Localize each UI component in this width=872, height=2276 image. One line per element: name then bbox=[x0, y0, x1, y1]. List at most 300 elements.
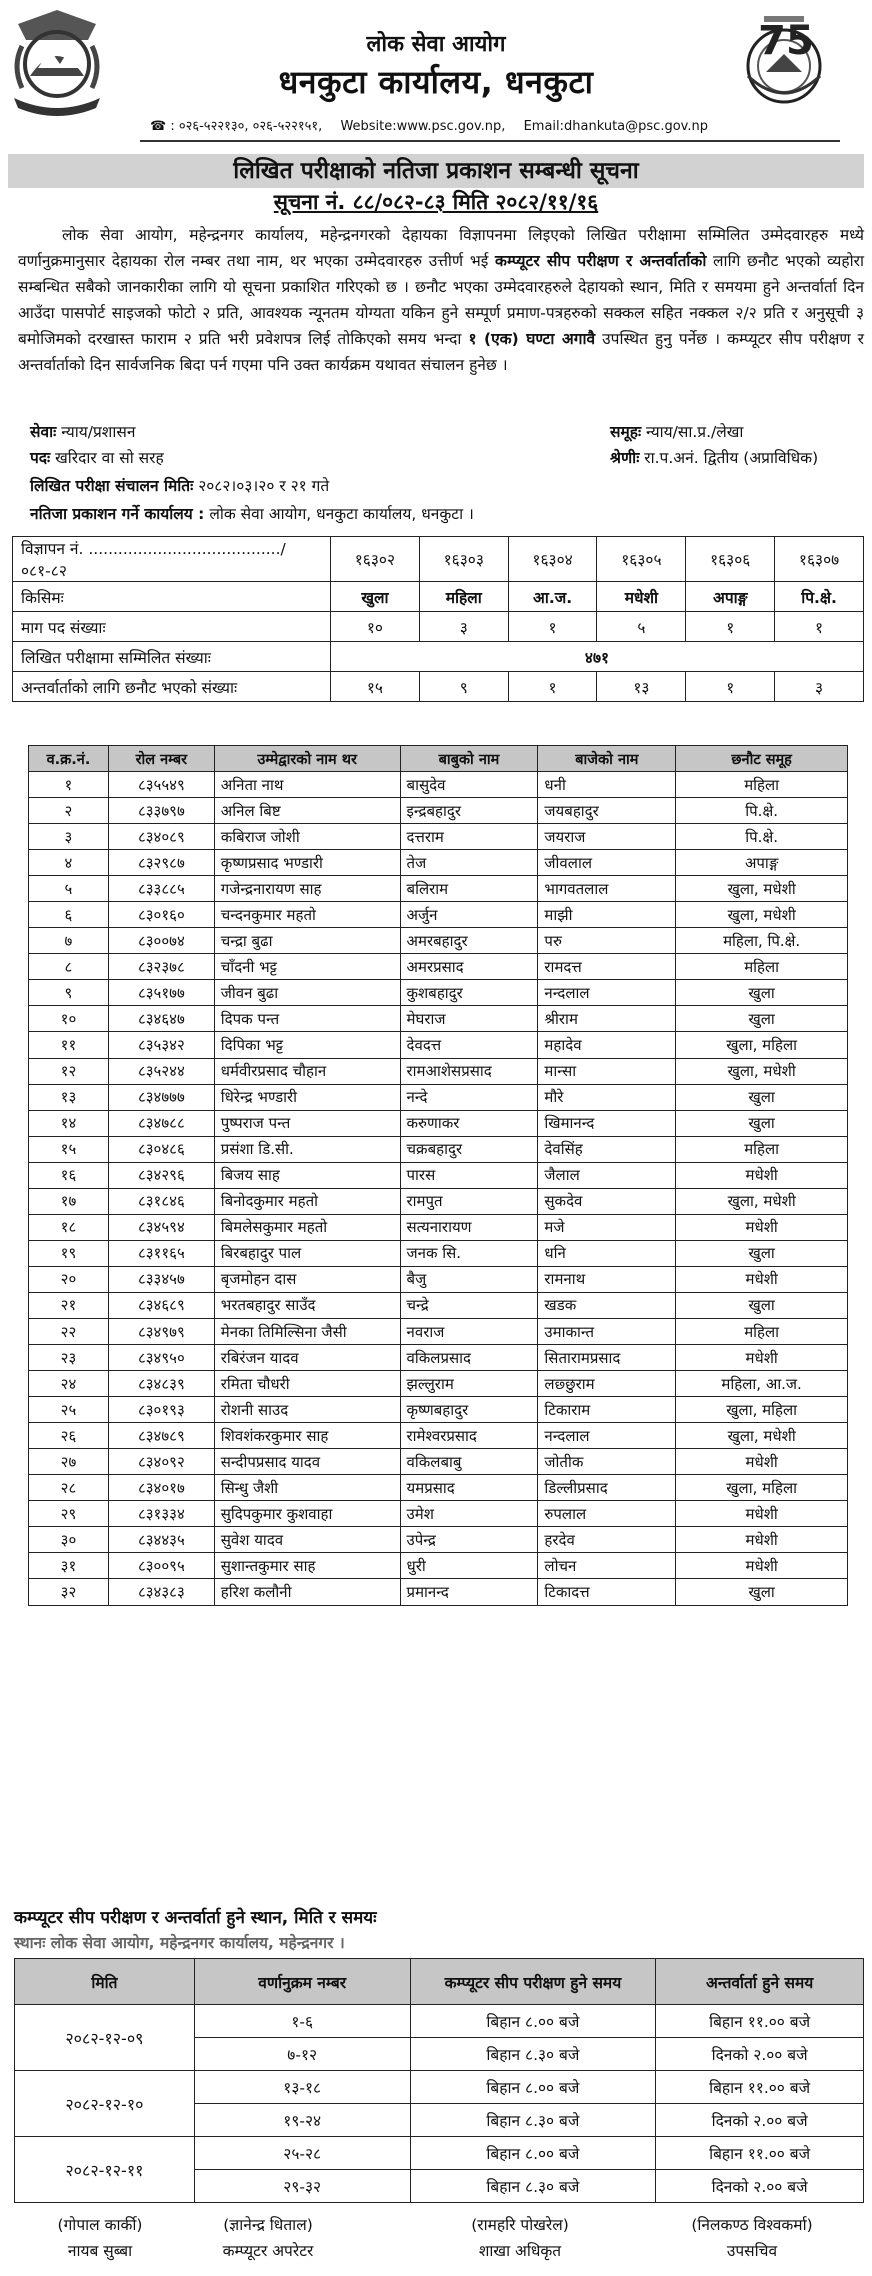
table-row bbox=[29, 1006, 848, 1032]
schedule-row bbox=[15, 2071, 864, 2104]
grandfather-name-cell: रामदत्त bbox=[538, 954, 676, 980]
schedule-row bbox=[15, 2005, 864, 2038]
candidate-name-cell: सन्दीपप्रसाद यादव bbox=[214, 1449, 400, 1475]
father-name-cell: करुणाकर bbox=[400, 1110, 538, 1136]
roll-number-cell: ८३००९५ bbox=[108, 1553, 214, 1579]
roll-number-cell: ८३५२४४ bbox=[108, 1058, 214, 1084]
signatory bbox=[168, 2212, 368, 2264]
grandfather-name-cell: नन्दलाल bbox=[538, 1423, 676, 1449]
grandfather-name-cell: लछ्छुराम bbox=[538, 1371, 676, 1397]
roll-number-cell: ८३०४८६ bbox=[108, 1136, 214, 1162]
serial-cell: ५ bbox=[29, 876, 109, 902]
selected-group-cell: महिला bbox=[676, 1318, 848, 1344]
schedule-range-cell: २५-२८ bbox=[194, 2137, 410, 2170]
selected-group-cell: खुला, मधेशी bbox=[676, 1423, 848, 1449]
schedule-heading: कम्प्यूटर सीप परीक्षण र अन्तर्वार्ता हुने स्थान, मिति र समयः bbox=[14, 1908, 377, 1928]
serial-cell: ३० bbox=[29, 1527, 109, 1553]
selected-label: अन्तर्वार्ताको लागि छनौट भएको संख्याः bbox=[13, 672, 331, 702]
grandfather-name-cell: महादेव bbox=[538, 1032, 676, 1058]
signatory-name: (ज्ञानेन्द्र धिताल) bbox=[223, 2216, 313, 2234]
roll-number-cell: ८३१३३४ bbox=[108, 1501, 214, 1527]
father-name-cell: चन्द्रे bbox=[400, 1292, 538, 1318]
table-row bbox=[29, 1579, 848, 1605]
father-name-cell: उपेन्द्र bbox=[400, 1527, 538, 1553]
schedule-interview-time-cell: बिहान ११.०० बजे bbox=[656, 2137, 864, 2170]
appeared-count: ४७१ bbox=[331, 642, 864, 672]
schedule-range-cell: १३-१८ bbox=[194, 2071, 410, 2104]
level-label: श्रेणीः bbox=[610, 449, 640, 467]
ad-number: १६३०४ bbox=[508, 537, 597, 582]
candidate-name-cell: धर्मवीरप्रसाद चौहान bbox=[214, 1058, 400, 1084]
table-row bbox=[29, 902, 848, 928]
selected-cell: १ bbox=[686, 672, 775, 702]
father-name-cell: उमेश bbox=[400, 1501, 538, 1527]
post-line bbox=[30, 446, 164, 468]
serial-cell: २३ bbox=[29, 1345, 109, 1371]
candidate-name-cell: बिजय साह bbox=[214, 1162, 400, 1188]
schedule-interview-time-cell: दिनको २.०० बजे bbox=[656, 2038, 864, 2071]
table-row bbox=[29, 1162, 848, 1188]
ad-number: १६३०६ bbox=[686, 537, 775, 582]
grandfather-name-cell: धनि bbox=[538, 1240, 676, 1266]
para-text-2: लागि छनौट भएको व्यहोरा सम्बन्धित सबैको जानकारीका लागि यो सूचना प्रकाशित गरिएको छ । छनौट भएका उम्मेदवारहरुले देहायको स्थान, मिति र समयमा हुने अन्तर्वार्ता दिन आउँदा पासपोर्ट साइजको फोटो २ प्रति, आवश्यक न्यूनतम योग्यता यकिन हुने सम्पूर्ण प्रमाण-पत्रहरुको सक्कल सहित नक्कल २/२ प्रति र अनुसूची ३ बमोजिमको दरखास्त फाराम २ प्रति भरी प्रवेशपत्र लिई तोकिएको समय भन्दा bbox=[18, 252, 864, 348]
roll-number-cell: ८३४३८३ bbox=[108, 1579, 214, 1605]
selected-group-cell: खुला bbox=[676, 1292, 848, 1318]
father-name-cell: यमप्रसाद bbox=[400, 1475, 538, 1501]
father-name-cell: धुरी bbox=[400, 1553, 538, 1579]
selected-group-cell: खुला bbox=[676, 1006, 848, 1032]
selected-group-cell: खुला bbox=[676, 1579, 848, 1605]
candidate-name-cell: अनिल बिष्ट bbox=[214, 798, 400, 824]
father-name-cell: पारस bbox=[400, 1162, 538, 1188]
grandfather-name-cell: नन्दलाल bbox=[538, 980, 676, 1006]
serial-cell: २५ bbox=[29, 1397, 109, 1423]
candidate-name-cell: रोशनी साउद bbox=[214, 1397, 400, 1423]
selected-group-cell: खुला bbox=[676, 1110, 848, 1136]
grandfather-name-cell: खडक bbox=[538, 1292, 676, 1318]
type-cell: महिला bbox=[419, 582, 508, 612]
signatory-name: (निलकण्ठ विश्वकर्मा) bbox=[691, 2216, 813, 2234]
grandfather-name-cell: श्रीराम bbox=[538, 1006, 676, 1032]
table-row bbox=[29, 1058, 848, 1084]
grandfather-name-cell: देवसिंह bbox=[538, 1136, 676, 1162]
group-line bbox=[610, 420, 743, 442]
schedule-computer-time-cell: बिहान ८.०० बजे bbox=[410, 2071, 656, 2104]
table-row bbox=[29, 1527, 848, 1553]
candidate-name-cell: भरतबहादुर साउँद bbox=[214, 1292, 400, 1318]
roll-number-cell: ८३४८३९ bbox=[108, 1371, 214, 1397]
service-line bbox=[30, 420, 135, 442]
grandfather-name-cell: धनी bbox=[538, 772, 676, 798]
para-text-1: लोक सेवा आयोग, महेन्द्रनगर कार्यालय, महेन्द्रनगरको देहायका विज्ञापनमा लिइएको लिखित परीक्षामा सम्मिलित उम्मेदवारहरु मध्ये वर्णानुक्रमानुसार देहायका रोल नम्बर तथा नाम, थर भएका उम्मेदवारहरु उत्तीर्ण भई bbox=[18, 226, 864, 270]
roll-number-cell: ८३२९८७ bbox=[108, 850, 214, 876]
serial-cell: ८ bbox=[29, 954, 109, 980]
schedule-computer-time-cell: बिहान ८.३० बजे bbox=[410, 2104, 656, 2137]
candidate-name-cell: सिन्धु जैशी bbox=[214, 1475, 400, 1501]
schedule-date-cell: २०८२-१२-११ bbox=[15, 2137, 195, 2203]
grandfather-name-cell: मान्सा bbox=[538, 1058, 676, 1084]
schedule-place: स्थानः लोक सेवा आयोग, महेन्द्रनगर कार्यालय, महेन्द्रनगर । bbox=[14, 1934, 345, 1952]
father-name-cell: रामेश्वरप्रसाद bbox=[400, 1423, 538, 1449]
selected-group-cell: महिला bbox=[676, 1136, 848, 1162]
table-row bbox=[29, 1475, 848, 1501]
selected-group-cell: मधेशी bbox=[676, 1345, 848, 1371]
demand-cell: १० bbox=[331, 612, 420, 642]
schedule-date-cell: २०८२-१२-०९ bbox=[15, 2005, 195, 2071]
father-name-cell: कृष्णबहादुर bbox=[400, 1397, 538, 1423]
group-label: समूहः bbox=[610, 423, 642, 441]
table-row bbox=[29, 980, 848, 1006]
table-row bbox=[29, 1423, 848, 1449]
publisher-value: लोक सेवा आयोग, धनकुटा कार्यालय, धनकुटा । bbox=[209, 505, 474, 523]
father-name-cell: चक्रबहादुर bbox=[400, 1136, 538, 1162]
schedule-interview-time-cell: बिहान ११.०० बजे bbox=[656, 2071, 864, 2104]
roll-number-cell: ८३४४३५ bbox=[108, 1527, 214, 1553]
schedule-range-cell: १-६ bbox=[194, 2005, 410, 2038]
signatory-name: (रामहरि पोखरेल) bbox=[471, 2216, 569, 2234]
father-name-cell: सत्यनारायण bbox=[400, 1214, 538, 1240]
website-link[interactable]: Website:www.psc.gov.np, bbox=[340, 119, 506, 134]
selected-group-cell: अपाङ्ग bbox=[676, 850, 848, 876]
schedule-interview-time-cell: दिनको २.०० बजे bbox=[656, 2170, 864, 2203]
father-name-cell: जनक सि. bbox=[400, 1240, 538, 1266]
table-row bbox=[29, 1084, 848, 1110]
roll-number-cell: ८३२३७८ bbox=[108, 954, 214, 980]
table-row bbox=[29, 1266, 848, 1292]
serial-cell: २७ bbox=[29, 1449, 109, 1475]
grandfather-name-cell: जोतीक bbox=[538, 1449, 676, 1475]
selected-cell: ९ bbox=[419, 672, 508, 702]
roll-number-cell: ८३३७९७ bbox=[108, 798, 214, 824]
publisher-label: नतिजा प्रकाशन गर्ने कार्यालय : bbox=[30, 505, 205, 523]
table-row bbox=[29, 772, 848, 798]
ad-number-row bbox=[13, 537, 864, 582]
col-roll-header: रोल नम्बर bbox=[108, 746, 214, 772]
serial-cell: २१ bbox=[29, 1292, 109, 1318]
type-label: किसिमः bbox=[13, 582, 331, 612]
serial-cell: १ bbox=[29, 772, 109, 798]
selected-group-cell: मधेशी bbox=[676, 1266, 848, 1292]
candidate-name-cell: सुवेश यादव bbox=[214, 1527, 400, 1553]
grandfather-name-cell: जैलाल bbox=[538, 1162, 676, 1188]
candidate-name-cell: कृष्णप्रसाद भण्डारी bbox=[214, 850, 400, 876]
letterhead bbox=[0, 0, 872, 148]
serial-cell: १५ bbox=[29, 1136, 109, 1162]
father-name-cell: अमरबहादुर bbox=[400, 928, 538, 954]
serial-cell: २ bbox=[29, 798, 109, 824]
selected-group-cell: महिला bbox=[676, 772, 848, 798]
candidate-name-cell: हरिश कलौनी bbox=[214, 1579, 400, 1605]
father-name-cell: नवराज bbox=[400, 1318, 538, 1344]
publisher-line bbox=[30, 502, 474, 524]
phone-numbers: ☎ : ०२६-५२२१३०, ०२६-५२२१५१, bbox=[150, 119, 323, 134]
selected-cell: ३ bbox=[775, 672, 864, 702]
candidate-name-cell: चाँदनी भट्ट bbox=[214, 954, 400, 980]
col-interview-time-header: अन्तर्वार्ता हुने समय bbox=[656, 1959, 864, 2005]
selected-group-cell: मधेशी bbox=[676, 1527, 848, 1553]
serial-cell: २६ bbox=[29, 1423, 109, 1449]
serial-cell: ९ bbox=[29, 980, 109, 1006]
grandfather-name-cell: सुकदेव bbox=[538, 1188, 676, 1214]
table-row bbox=[29, 1032, 848, 1058]
grandfather-name-cell: जयबहादुर bbox=[538, 798, 676, 824]
table-row bbox=[29, 876, 848, 902]
grandfather-name-cell: टिकाराम bbox=[538, 1397, 676, 1423]
anniversary-logo-icon bbox=[734, 6, 834, 114]
grandfather-name-cell: डिल्लीप्रसाद bbox=[538, 1475, 676, 1501]
email-link[interactable]: Email:dhankuta@psc.gov.np bbox=[523, 119, 708, 134]
schedule-computer-time-cell: बिहान ८.०० बजे bbox=[410, 2005, 656, 2038]
grandfather-name-cell: उमाकान्त bbox=[538, 1318, 676, 1344]
roll-number-cell: ८३११६५ bbox=[108, 1240, 214, 1266]
selected-cell: १५ bbox=[331, 672, 420, 702]
grandfather-name-cell: रुपलाल bbox=[538, 1501, 676, 1527]
serial-cell: १८ bbox=[29, 1214, 109, 1240]
table-row bbox=[29, 1136, 848, 1162]
grandfather-name-cell: मजे bbox=[538, 1214, 676, 1240]
selected-group-cell: खुला bbox=[676, 1084, 848, 1110]
father-name-cell: देवदत्त bbox=[400, 1032, 538, 1058]
demand-cell: ५ bbox=[597, 612, 686, 642]
table-row bbox=[29, 1397, 848, 1423]
selected-group-cell: महिला bbox=[676, 954, 848, 980]
signatory-title: नायब सुब्बा bbox=[67, 2242, 133, 2260]
ad-number: १६३०५ bbox=[597, 537, 686, 582]
serial-cell: १० bbox=[29, 1006, 109, 1032]
post-label: पदः bbox=[30, 449, 51, 467]
grandfather-name-cell: टिकादत्त bbox=[538, 1579, 676, 1605]
selected-group-cell: मधेशी bbox=[676, 1553, 848, 1579]
selected-cell: १ bbox=[508, 672, 597, 702]
selected-group-cell: खुला, मधेशी bbox=[676, 902, 848, 928]
roll-number-cell: ८३००७४ bbox=[108, 928, 214, 954]
table-row bbox=[29, 1371, 848, 1397]
candidate-name-cell: कबिराज जोशी bbox=[214, 824, 400, 850]
schedule-computer-time-cell: बिहान ८.३० बजे bbox=[410, 2170, 656, 2203]
schedule-interview-time-cell: दिनको २.०० बजे bbox=[656, 2104, 864, 2137]
ad-number: १६३०७ bbox=[775, 537, 864, 582]
roll-number-cell: ८३४७७७ bbox=[108, 1084, 214, 1110]
appeared-row bbox=[13, 642, 864, 672]
father-name-cell: रामआशेसप्रसाद bbox=[400, 1058, 538, 1084]
candidate-name-cell: जीवन बुढा bbox=[214, 980, 400, 1006]
candidate-name-cell: सुदिपकुमार कुशवाहा bbox=[214, 1501, 400, 1527]
father-name-cell: मेघराज bbox=[400, 1006, 538, 1032]
advertisement-summary-table bbox=[12, 536, 864, 702]
org-name: लोक सेवा आयोग bbox=[366, 32, 506, 57]
roll-number-cell: ८३४७८८ bbox=[108, 1110, 214, 1136]
candidate-name-cell: शिवशंकरकुमार साह bbox=[214, 1423, 400, 1449]
serial-cell: २४ bbox=[29, 1371, 109, 1397]
type-cell: अपाङ्ग bbox=[686, 582, 775, 612]
schedule-date-cell: २०८२-१२-१० bbox=[15, 2071, 195, 2137]
table-row bbox=[29, 850, 848, 876]
father-name-cell: इन्द्रबहादुर bbox=[400, 798, 538, 824]
results-header-row bbox=[29, 746, 848, 772]
ad-number: १६३०३ bbox=[419, 537, 508, 582]
selected-group-cell: खुला bbox=[676, 1240, 848, 1266]
candidate-name-cell: बिनोदकुमार महतो bbox=[214, 1188, 400, 1214]
signatory-title: उपसचिव bbox=[726, 2242, 778, 2260]
post-value: खरिदार वा सो सरह bbox=[55, 449, 164, 467]
table-row bbox=[29, 1292, 848, 1318]
father-name-cell: नन्दे bbox=[400, 1084, 538, 1110]
candidate-name-cell: बृजमोहन दास bbox=[214, 1266, 400, 1292]
signatory-name: (गोपाल कार्की) bbox=[57, 2216, 143, 2234]
signatory bbox=[652, 2212, 852, 2264]
selected-group-cell: खुला, महिला bbox=[676, 1032, 848, 1058]
candidate-name-cell: दिपिका भट्ट bbox=[214, 1032, 400, 1058]
father-name-cell: प्रमानन्द bbox=[400, 1579, 538, 1605]
exam-date-value: २०८२।०३।२० र २१ गते bbox=[198, 477, 330, 495]
grandfather-name-cell: जयराज bbox=[538, 824, 676, 850]
roll-number-cell: ८३३४५७ bbox=[108, 1266, 214, 1292]
notice-number: सूचना नं. ८८/०८२-८३ मिति २०८२/११/१६ bbox=[273, 190, 599, 214]
father-name-cell: बासुदेव bbox=[400, 772, 538, 798]
serial-cell: ११ bbox=[29, 1032, 109, 1058]
signatory bbox=[420, 2212, 620, 2264]
roll-number-cell: ८३०१६० bbox=[108, 902, 214, 928]
candidate-name-cell: रबिरंजन यादव bbox=[214, 1345, 400, 1371]
schedule-body bbox=[15, 2005, 864, 2203]
type-cell: आ.ज. bbox=[508, 582, 597, 612]
table-row bbox=[29, 824, 848, 850]
roll-number-cell: ८३४९५० bbox=[108, 1345, 214, 1371]
selected-group-cell: खुला, मधेशी bbox=[676, 876, 848, 902]
demand-cell: १ bbox=[686, 612, 775, 642]
father-name-cell: अमरप्रसाद bbox=[400, 954, 538, 980]
table-row bbox=[29, 1553, 848, 1579]
serial-cell: ३२ bbox=[29, 1579, 109, 1605]
father-name-cell: अर्जुन bbox=[400, 902, 538, 928]
demand-cell: १ bbox=[508, 612, 597, 642]
father-name-cell: वकिलबाबु bbox=[400, 1449, 538, 1475]
table-row bbox=[29, 1449, 848, 1475]
father-name-cell: बलिराम bbox=[400, 876, 538, 902]
exam-date-label: लिखित परीक्षा संचालन मितिः bbox=[30, 477, 194, 495]
roll-number-cell: ८३४०८९ bbox=[108, 824, 214, 850]
candidate-name-cell: रमिता चौधरी bbox=[214, 1371, 400, 1397]
roll-number-cell: ८३४७८९ bbox=[108, 1423, 214, 1449]
appeared-label: लिखित परीक्षामा सम्मिलित संख्याः bbox=[13, 642, 331, 672]
schedule-header-row bbox=[15, 1959, 864, 2005]
serial-cell: २९ bbox=[29, 1501, 109, 1527]
candidate-name-cell: बिरबहादुर पाल bbox=[214, 1240, 400, 1266]
candidate-name-cell: बिमलेसकुमार महतो bbox=[214, 1214, 400, 1240]
grandfather-name-cell: जीवलाल bbox=[538, 850, 676, 876]
father-name-cell: कुशबहादुर bbox=[400, 980, 538, 1006]
serial-cell: ३ bbox=[29, 824, 109, 850]
table-row bbox=[29, 954, 848, 980]
selected-group-cell: खुला, महिला bbox=[676, 1397, 848, 1423]
selected-group-cell: महिला, पि.क्षे. bbox=[676, 928, 848, 954]
table-row bbox=[29, 1110, 848, 1136]
schedule-computer-time-cell: बिहान ८.०० बजे bbox=[410, 2137, 656, 2170]
roll-number-cell: ८३५५४९ bbox=[108, 772, 214, 798]
col-serial-header: व.क्र.नं. bbox=[29, 746, 109, 772]
col-range-header: वर्णानुक्रम नम्बर bbox=[194, 1959, 410, 2005]
candidate-name-cell: दिपक पन्त bbox=[214, 1006, 400, 1032]
grandfather-name-cell: सितारामप्रसाद bbox=[538, 1345, 676, 1371]
roll-number-cell: ८३४९७९ bbox=[108, 1318, 214, 1344]
results-body bbox=[29, 772, 848, 1606]
serial-cell: १३ bbox=[29, 1084, 109, 1110]
grandfather-name-cell: हरदेव bbox=[538, 1527, 676, 1553]
table-row bbox=[29, 1188, 848, 1214]
schedule-range-cell: ७-१२ bbox=[194, 2038, 410, 2071]
roll-number-cell: ८३४०९२ bbox=[108, 1449, 214, 1475]
table-row bbox=[29, 1318, 848, 1344]
table-row bbox=[29, 1240, 848, 1266]
col-date-header: मिति bbox=[15, 1959, 195, 2005]
serial-cell: १७ bbox=[29, 1188, 109, 1214]
contact-line bbox=[150, 116, 790, 134]
demand-label: माग पद संख्याः bbox=[13, 612, 331, 642]
selected-row bbox=[13, 672, 864, 702]
father-name-cell: तेज bbox=[400, 850, 538, 876]
roll-number-cell: ८३५३४२ bbox=[108, 1032, 214, 1058]
level-value: रा.प.अनं. द्वितीय (अप्राविधिक) bbox=[644, 449, 819, 467]
selected-group-cell: मधेशी bbox=[676, 1214, 848, 1240]
grandfather-name-cell: भागवतलाल bbox=[538, 876, 676, 902]
candidate-name-cell: प्रसंशा डि.सी. bbox=[214, 1136, 400, 1162]
grandfather-name-cell: रामनाथ bbox=[538, 1266, 676, 1292]
signatory-title: कम्प्यूटर अपरेटर bbox=[222, 2242, 314, 2260]
selected-group-cell: मधेशी bbox=[676, 1449, 848, 1475]
schedule-row bbox=[15, 2137, 864, 2170]
father-name-cell: झल्लुराम bbox=[400, 1371, 538, 1397]
grandfather-name-cell: लोचन bbox=[538, 1553, 676, 1579]
schedule-range-cell: १९-२४ bbox=[194, 2104, 410, 2137]
serial-cell: ४ bbox=[29, 850, 109, 876]
demand-cell: ३ bbox=[419, 612, 508, 642]
serial-cell: ७ bbox=[29, 928, 109, 954]
roll-number-cell: ८३५१७७ bbox=[108, 980, 214, 1006]
selected-group-cell: मधेशी bbox=[676, 1501, 848, 1527]
roll-number-cell: ८३१८४६ bbox=[108, 1188, 214, 1214]
serial-cell: १६ bbox=[29, 1162, 109, 1188]
schedule-range-cell: २९-३२ bbox=[194, 2170, 410, 2203]
col-computer-time-header: कम्प्यूटर सीप परीक्षण हुने समय bbox=[410, 1959, 656, 2005]
para-bold-2: १ (एक) घण्टा अगावै bbox=[468, 330, 596, 348]
ad-number: १६३०२ bbox=[331, 537, 420, 582]
selected-group-cell: खुला, मधेशी bbox=[676, 1058, 848, 1084]
service-label: सेवाः bbox=[30, 423, 57, 441]
father-name-cell: वकिलप्रसाद bbox=[400, 1345, 538, 1371]
candidate-name-cell: सुशान्तकुमार साह bbox=[214, 1553, 400, 1579]
signatory-title: शाखा अधिकृत bbox=[478, 2242, 562, 2260]
grandfather-name-cell: खिमानन्द bbox=[538, 1110, 676, 1136]
type-cell: मधेशी bbox=[597, 582, 686, 612]
demand-row bbox=[13, 612, 864, 642]
serial-cell: २८ bbox=[29, 1475, 109, 1501]
father-name-cell: बैजु bbox=[400, 1266, 538, 1292]
table-row bbox=[29, 798, 848, 824]
father-name-cell: दत्तराम bbox=[400, 824, 538, 850]
schedule-computer-time-cell: बिहान ८.३० बजे bbox=[410, 2038, 656, 2071]
candidate-name-cell: चन्द्रा बुढा bbox=[214, 928, 400, 954]
type-cell: खुला bbox=[331, 582, 420, 612]
candidate-name-cell: चन्दनकुमार महतो bbox=[214, 902, 400, 928]
roll-number-cell: ८३४६८९ bbox=[108, 1292, 214, 1318]
table-row bbox=[29, 1214, 848, 1240]
service-value: न्याय/प्रशासन bbox=[61, 423, 136, 441]
exam-date-line bbox=[30, 474, 329, 496]
grandfather-name-cell: परु bbox=[538, 928, 676, 954]
selected-group-cell: मधेशी bbox=[676, 1162, 848, 1188]
results-table bbox=[28, 745, 848, 1606]
serial-cell: १२ bbox=[29, 1058, 109, 1084]
